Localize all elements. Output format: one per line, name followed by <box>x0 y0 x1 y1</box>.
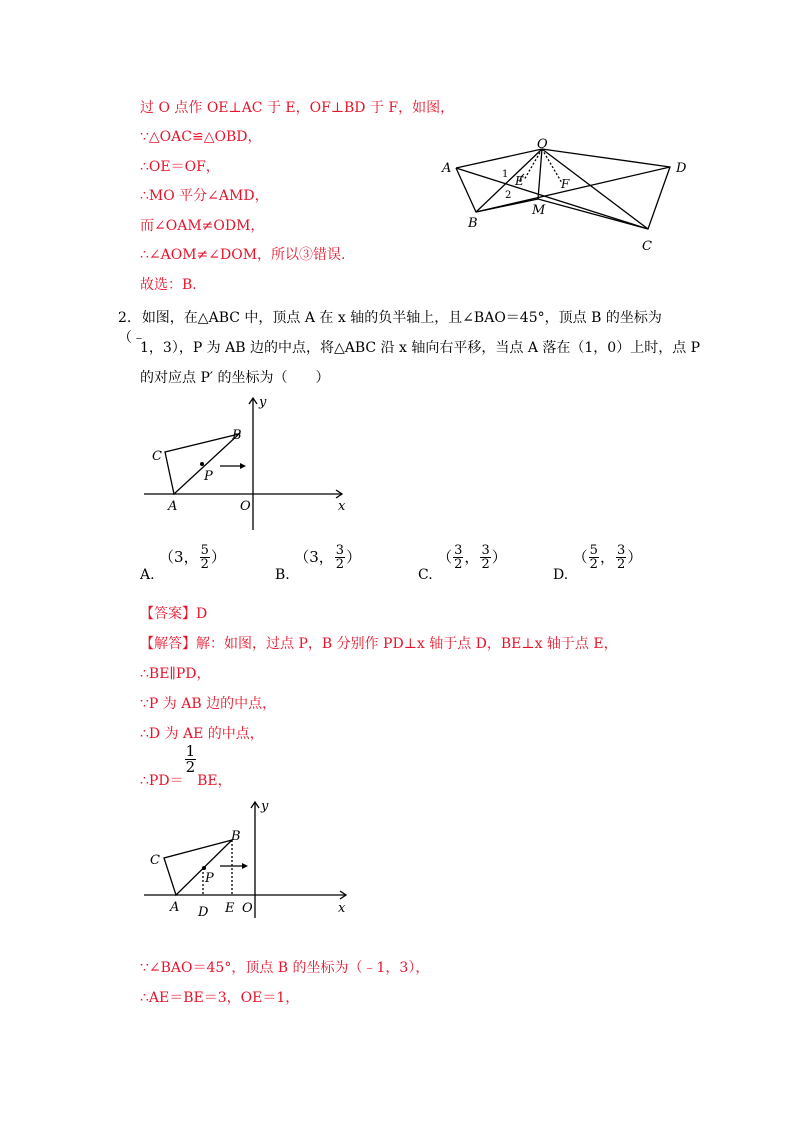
solution-step-4-pre: ∴PD＝ <box>140 773 184 789</box>
answer <box>140 604 207 624</box>
solution-head: 【解答】 <box>140 636 196 652</box>
fig3-label-y: y <box>261 799 269 814</box>
fig2-label-x: x <box>338 499 346 514</box>
solution-line-1: 过 O 点作 OE⊥AC 于 E，OF⊥BD 于 F，如图， <box>140 100 455 116</box>
fig1-label-m: M <box>532 203 546 218</box>
fig3-label-d: D <box>198 905 209 920</box>
figure-quadrilateral <box>436 136 696 260</box>
fig2-label-b: B <box>232 428 242 443</box>
question-line-3: 的对应点 P′ 的坐标为（ ） <box>140 370 330 386</box>
fig2-label-o: O <box>240 499 251 514</box>
fig3-label-a: A <box>170 900 180 915</box>
fig2-label-c: C <box>152 449 162 464</box>
option-c-letter: C. <box>418 567 433 583</box>
solution-line-3: ∴OE＝OF， <box>140 159 220 175</box>
solution-step-1: ∴BE∥PD， <box>140 666 211 682</box>
fig3-label-e: E <box>225 901 235 916</box>
option-d-letter: D. <box>553 567 569 583</box>
solution-intro <box>140 634 618 654</box>
fig1-label-angle2: 2 <box>505 190 512 201</box>
figure-triangle-abc-projection <box>138 796 358 922</box>
fig3-label-o: O <box>242 901 253 916</box>
answer-label: 【答案】 <box>140 606 196 622</box>
fig1-label-b: B <box>468 216 478 231</box>
fig3-label-b: B <box>231 829 241 844</box>
question-line-1: 如图，在△ABC 中，顶点 A 在 x 轴的负半轴上，且∠BAO＝45°，顶点 B 的坐标为（﹣ <box>118 310 662 346</box>
question-number: 2. <box>118 310 132 326</box>
fig1-label-d: D <box>676 161 687 176</box>
fig1-label-o: O <box>537 137 548 152</box>
solution-line-7: 故选：B. <box>140 277 197 293</box>
fig1-label-e: E <box>515 174 524 188</box>
solution-step-5: ∵∠BAO＝45°，顶点 B 的坐标为（﹣1，3）， <box>140 960 430 976</box>
option-c[interactable]: C. （ $\frac{3}{2}$ ， $\frac{3}{2}$ ） <box>418 543 507 583</box>
answer-value: D <box>196 606 208 622</box>
fig3-label-p: P <box>205 871 214 886</box>
solution-line-5: 而∠OAM≠ODM， <box>140 218 265 234</box>
fig1-label-a: A <box>442 161 452 176</box>
option-d[interactable]: D. （ $\frac{5}{2}$ ， $\frac{3}{2}$ ） <box>553 543 643 583</box>
solution-line-4: ∴MO 平分∠AMD， <box>140 188 269 204</box>
solution-line-2: ∵△OAC≌△OBD， <box>140 129 262 145</box>
solution-intro-text: 解：如图，过点 P，B 分别作 PD⊥x 轴于点 D，BE⊥x 轴于点 E， <box>196 636 618 652</box>
solution-step-3: ∴D 为 AE 的中点， <box>140 726 264 742</box>
fig1-label-f: F <box>561 177 570 191</box>
solution-step-6: ∴AE＝BE＝3，OE＝1， <box>140 990 300 1006</box>
figure-triangle-abc <box>136 394 356 534</box>
question-line-2: 1，3），P 为 AB 边的中点，将△ABC 沿 x 轴向右平移，当点 A 落在（1，0）上时，点 P <box>140 340 701 356</box>
solution-step-4: ∴PD＝ $\frac{1}{2}$ BE， <box>140 742 232 789</box>
solution-line-6: ∴∠AOM≠∠DOM，所以③错误. <box>140 247 346 263</box>
fig1-label-angle1: 1 <box>502 169 509 180</box>
solution-step-2: ∵P 为 AB 边的中点， <box>140 696 277 712</box>
option-b[interactable]: B. （3， $\frac{3}{2}$ ） <box>275 543 362 583</box>
fig2-label-a: A <box>168 499 178 514</box>
fig1-label-c: C <box>642 239 652 254</box>
option-a-letter: A. <box>140 567 155 583</box>
fig2-label-y: y <box>259 395 267 410</box>
fig3-label-x: x <box>338 901 346 916</box>
option-b-letter: B. <box>275 567 290 583</box>
fig2-label-p: P <box>204 469 213 484</box>
solution-step-4-post: BE， <box>197 773 232 789</box>
fig3-label-c: C <box>150 853 160 868</box>
option-a[interactable]: A. （3， $\frac{5}{2}$ ） <box>140 543 226 583</box>
